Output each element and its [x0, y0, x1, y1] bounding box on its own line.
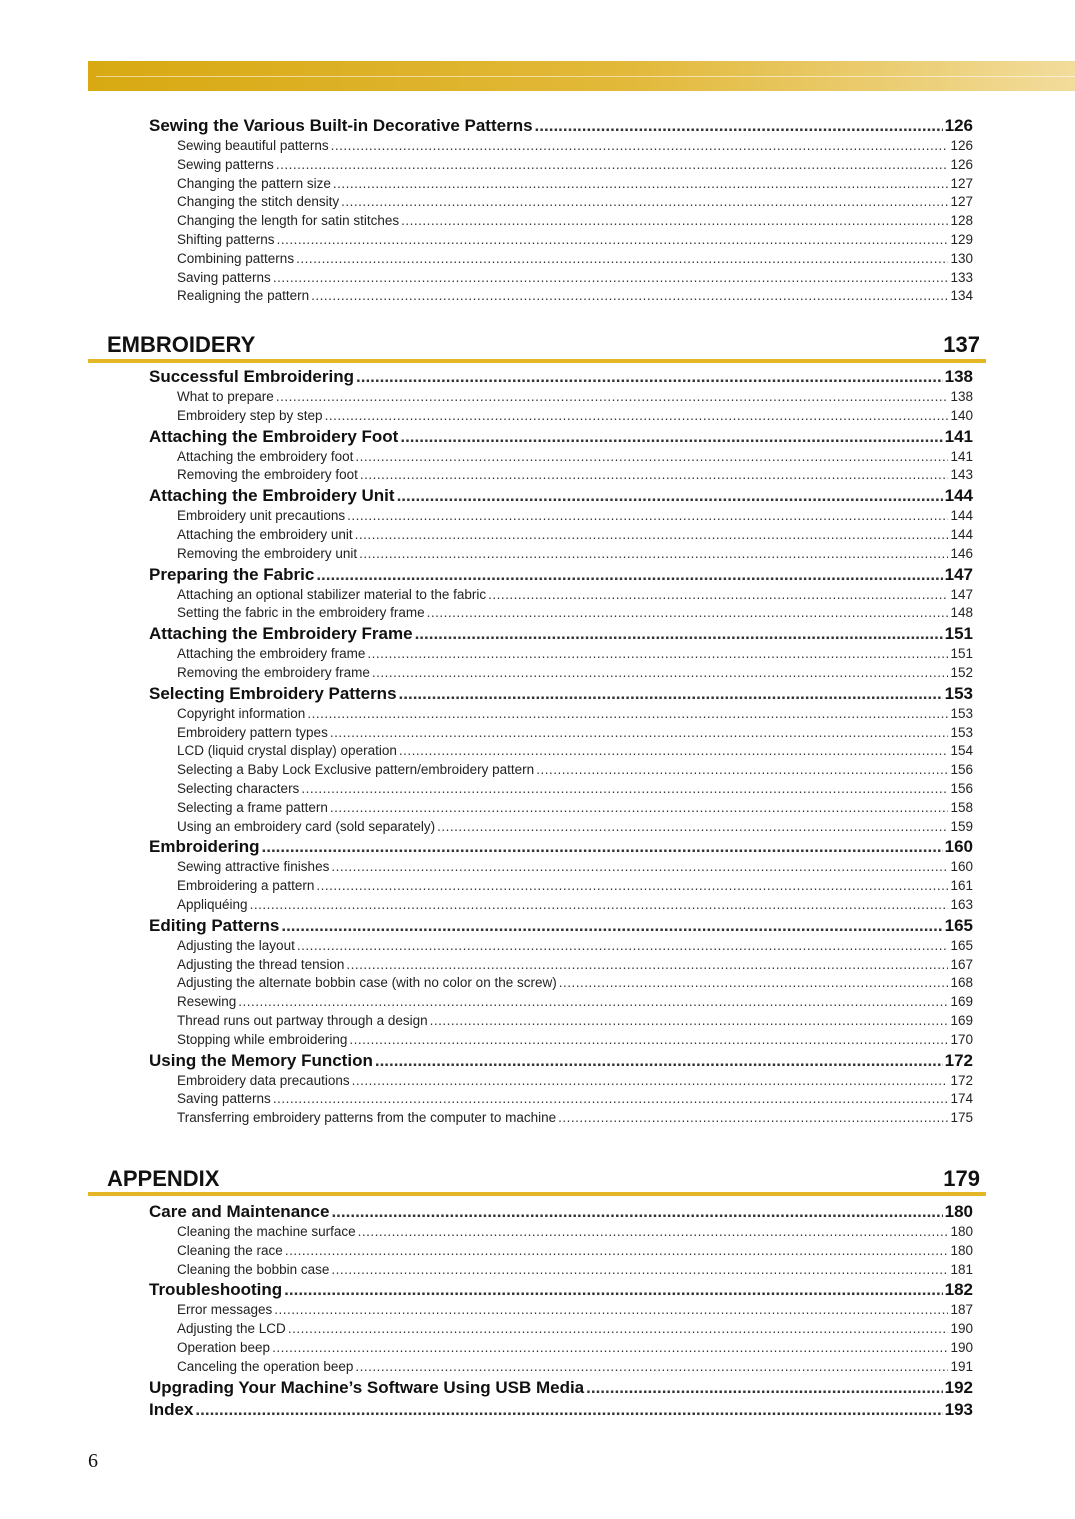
toc-entry-label: Selecting a Baby Lock Exclusive pattern/embroidery pattern	[177, 762, 535, 778]
toc-entry-page: 169	[950, 994, 973, 1010]
toc-entry-page: 127	[950, 194, 973, 210]
toc-subentry[interactable]	[177, 1340, 973, 1358]
toc-entry-label: Removing the embroidery foot	[177, 467, 358, 483]
toc-subentry[interactable]	[177, 781, 973, 799]
toc-subentry[interactable]	[177, 706, 973, 724]
toc-entry-page: 172	[950, 1072, 973, 1088]
toc-entry-page: 180	[950, 1242, 973, 1258]
toc-entry-page: 163	[950, 897, 973, 912]
toc-entry-label: Sewing patterns	[177, 156, 274, 172]
dot-leader	[397, 486, 943, 506]
toc-entry-label: Care and Maintenance	[149, 1202, 330, 1221]
toc-entry-page: 141	[944, 426, 973, 446]
dot-leader	[360, 467, 949, 482]
toc-entry-label: Removing the embroidery unit	[177, 545, 358, 561]
toc-subentry[interactable]	[177, 800, 973, 818]
dot-leader	[399, 684, 943, 704]
toc-heading-entry[interactable]	[149, 1400, 973, 1422]
page-number: 6	[88, 1450, 98, 1472]
toc-entry-label: Embroidery data precautions	[177, 1072, 350, 1088]
toc-subentry[interactable]	[177, 1224, 973, 1242]
toc-entry-page: 128	[950, 213, 973, 229]
toc-entry-label: Changing the stitch density	[177, 194, 340, 210]
toc-entry-page: 153	[944, 683, 973, 703]
dot-leader	[325, 408, 949, 423]
dot-leader	[358, 1224, 949, 1239]
toc-heading-entry[interactable]	[149, 684, 973, 706]
toc-entry-label: Shifting patterns	[177, 232, 275, 247]
toc-entry-label: Selecting Embroidery Patterns	[149, 683, 397, 703]
toc-entry-label: Using the Memory Function	[149, 1050, 373, 1070]
toc-subentry[interactable]	[177, 665, 973, 683]
toc-subentry[interactable]	[177, 176, 973, 194]
toc-entry-label: Removing the embroidery frame	[177, 665, 370, 680]
toc-entry-page: 154	[950, 743, 973, 759]
toc-heading-entry[interactable]	[149, 1280, 973, 1302]
toc-subentry[interactable]	[177, 213, 973, 231]
toc-entry-page: 181	[950, 1261, 973, 1277]
toc-entry-label: Resewing	[177, 994, 237, 1010]
toc-subentry[interactable]	[177, 449, 973, 467]
toc-heading-entry[interactable]	[149, 565, 973, 587]
toc-heading-entry[interactable]	[149, 916, 973, 938]
toc-entry-page: 168	[950, 975, 973, 991]
toc-subentry[interactable]	[177, 878, 973, 896]
toc-subentry[interactable]	[177, 389, 973, 407]
toc-entry-label: Embroidery step by step	[177, 407, 323, 423]
toc-entry-label: Attaching the Embroidery Frame	[149, 624, 413, 644]
dot-leader	[536, 762, 948, 777]
toc-entry-page: 193	[944, 1399, 973, 1419]
dot-leader	[437, 819, 948, 834]
toc-entry-label: Adjusting the LCD	[177, 1321, 286, 1337]
dot-leader	[400, 427, 942, 447]
dot-leader	[558, 1110, 948, 1125]
toc-subentry[interactable]	[177, 819, 973, 837]
toc-entry-label: Troubleshooting	[149, 1280, 283, 1300]
toc-entry-page: 126	[950, 156, 973, 172]
toc-entry-page: 141	[950, 448, 973, 464]
dot-leader	[281, 916, 942, 936]
toc-entry-label: Setting the fabric in the embroidery frame	[177, 605, 425, 621]
toc-heading-entry[interactable]	[149, 427, 973, 449]
dot-leader	[195, 1400, 942, 1420]
toc-subentry[interactable]	[177, 897, 973, 915]
toc-subentry[interactable]	[177, 646, 973, 664]
toc-entry-page: 187	[950, 1302, 973, 1318]
toc-entry-label: Sewing attractive finishes	[177, 859, 330, 875]
toc-heading-entry[interactable]	[149, 116, 973, 138]
toc-entry-page: 156	[950, 762, 973, 778]
dot-leader	[359, 546, 948, 561]
toc-subentry[interactable]	[177, 605, 973, 623]
toc-entry-page: 126	[950, 138, 973, 153]
dot-leader	[273, 270, 949, 285]
toc-entry-label: Sewing the Various Built-in Decorative Patterns	[149, 116, 533, 135]
toc-heading-entry[interactable]	[149, 624, 973, 646]
toc-subentry[interactable]	[177, 743, 973, 761]
dot-leader	[262, 837, 943, 857]
toc-entry-label: Upgrading Your Machine’s Software Using USB Media	[149, 1377, 585, 1397]
section-divider	[88, 359, 986, 363]
toc-entry-page: 144	[950, 527, 973, 542]
header-band-rule	[96, 76, 1075, 77]
toc-entry-label: Preparing the Fabric	[149, 564, 315, 584]
toc-entry-page: 190	[950, 1321, 973, 1337]
dot-leader	[331, 138, 949, 153]
dot-leader	[288, 1321, 949, 1336]
toc-heading-entry[interactable]	[149, 486, 973, 508]
toc-entry-page: 174	[950, 1091, 973, 1107]
toc-subentry[interactable]	[177, 194, 973, 212]
toc-entry-label: Cleaning the bobbin case	[177, 1261, 330, 1277]
dot-leader	[316, 878, 948, 893]
toc-subentry[interactable]	[177, 288, 973, 306]
toc-entry-label: Index	[149, 1399, 194, 1419]
toc-entry-label: What to prepare	[177, 389, 274, 404]
toc-entry-label: Attaching the embroidery foot	[177, 448, 354, 464]
dot-leader	[277, 232, 949, 247]
toc-entry-page: 143	[950, 467, 973, 483]
toc-entry-page: 138	[950, 389, 973, 404]
toc-entry-label: Attaching the embroidery unit	[177, 527, 353, 542]
toc-entry-page: 133	[950, 269, 973, 285]
toc-subentry[interactable]	[177, 408, 973, 426]
toc-entry-label: Operation beep	[177, 1340, 271, 1355]
toc-entry-label: Transferring embroidery patterns from the computer to machine	[177, 1110, 557, 1126]
toc-entry-page: 160	[950, 859, 973, 875]
dot-leader	[347, 508, 948, 523]
toc-entry-label: Stopping while embroidering	[177, 1031, 348, 1047]
dot-leader	[355, 527, 949, 542]
dot-leader	[311, 288, 948, 303]
toc-entry-page: 134	[950, 288, 973, 304]
dot-leader	[331, 1202, 942, 1222]
toc-entry-page: 167	[950, 956, 973, 972]
section-heading[interactable]	[107, 1160, 980, 1192]
toc-entry-page: 138	[944, 367, 973, 386]
toc-entry-label: Embroidery unit precautions	[177, 508, 346, 524]
section-page: 179	[943, 1166, 980, 1191]
dot-leader	[401, 213, 948, 228]
toc-entry-label: LCD (liquid crystal display) operation	[177, 743, 397, 759]
header-band	[88, 61, 1075, 91]
dot-leader	[415, 624, 943, 644]
dot-leader	[276, 389, 949, 404]
toc-entry-page: 159	[950, 818, 973, 834]
dot-leader	[330, 725, 949, 740]
section-title: APPENDIX	[107, 1166, 220, 1191]
dot-leader	[301, 781, 948, 796]
toc-entry-label: Successful Embroidering	[149, 367, 354, 386]
toc-entry-label: Changing the pattern size	[177, 175, 331, 191]
toc-entry-page: 126	[944, 116, 973, 135]
toc-heading-entry[interactable]	[149, 1051, 973, 1073]
toc-entry-page: 146	[950, 545, 973, 561]
dot-leader	[430, 1013, 949, 1028]
dot-leader	[297, 938, 949, 953]
toc-entry-label: Embroidery pattern types	[177, 724, 328, 740]
toc-entry-label: Adjusting the alternate bobbin case (with no color on the screw)	[177, 975, 557, 991]
toc-entry-page: 170	[950, 1031, 973, 1047]
section-divider	[88, 1192, 986, 1196]
toc-subentry[interactable]	[177, 1091, 973, 1109]
section-heading[interactable]	[107, 326, 980, 358]
dot-leader	[367, 646, 948, 661]
toc-subentry[interactable]	[177, 957, 973, 975]
toc-entry-label: Embroidering a pattern	[177, 878, 315, 894]
toc-heading-entry[interactable]	[149, 367, 973, 389]
dot-leader	[352, 1073, 949, 1088]
toc-entry-page: 127	[950, 175, 973, 191]
dot-leader	[331, 1262, 948, 1277]
toc-entry-page: 151	[950, 646, 973, 662]
dot-leader	[559, 975, 949, 990]
dot-leader	[427, 605, 949, 620]
toc-entry-page: 169	[950, 1013, 973, 1028]
toc-entry-label: Attaching the embroidery frame	[177, 646, 366, 662]
toc-entry-page: 153	[950, 705, 973, 721]
dot-leader	[330, 800, 949, 815]
toc-heading-entry[interactable]	[149, 837, 973, 859]
toc-subentry[interactable]	[177, 1243, 973, 1261]
toc-subentry[interactable]	[177, 546, 973, 564]
toc-subentry[interactable]	[177, 232, 973, 250]
toc-entry-page: 147	[950, 586, 973, 602]
toc-entry-label: Adjusting the layout	[177, 937, 295, 953]
dot-leader	[349, 1032, 948, 1047]
toc-entry-label: Copyright information	[177, 705, 306, 721]
toc-subentry[interactable]	[177, 1013, 973, 1031]
toc-entry-label: Thread runs out partway through a design	[177, 1013, 428, 1028]
section-title: EMBROIDERY	[107, 332, 256, 357]
toc-subentry[interactable]	[177, 1302, 973, 1320]
dot-leader	[285, 1243, 949, 1258]
toc-entry-label: Adjusting the thread tension	[177, 956, 345, 972]
toc-entry-page: 158	[950, 799, 973, 815]
toc-subentry[interactable]	[177, 1262, 973, 1280]
dot-leader	[399, 743, 949, 758]
toc-entry-page: 160	[944, 837, 973, 857]
toc-subentry[interactable]	[177, 859, 973, 877]
toc-entry-page: 165	[944, 915, 973, 935]
toc-subentry[interactable]	[177, 725, 973, 743]
toc-entry-page: 140	[950, 407, 973, 423]
toc-entry-page: 147	[944, 564, 973, 584]
toc-subentry[interactable]	[177, 138, 973, 156]
toc-subentry[interactable]	[177, 1073, 973, 1091]
dot-leader	[296, 251, 948, 266]
toc-entry-page: 180	[944, 1202, 973, 1221]
toc-entry-label: Selecting a frame pattern	[177, 799, 328, 815]
toc-entry-page: 180	[950, 1224, 973, 1239]
toc-entry-page: 144	[944, 486, 973, 506]
dot-leader	[355, 449, 948, 464]
toc-entry-page: 175	[950, 1110, 973, 1126]
dot-leader	[535, 116, 943, 136]
toc-entry-page: 148	[950, 605, 973, 621]
toc-subentry[interactable]	[177, 1032, 973, 1050]
toc-subentry[interactable]	[177, 762, 973, 780]
toc-subentry[interactable]	[177, 938, 973, 956]
dot-leader	[355, 1359, 948, 1374]
section-page: 137	[943, 332, 980, 357]
toc-subentry[interactable]	[177, 157, 973, 175]
toc-subentry[interactable]	[177, 270, 973, 288]
toc-entry-label: Cleaning the race	[177, 1242, 283, 1258]
dot-leader	[284, 1280, 942, 1300]
toc-entry-label: Realigning the pattern	[177, 288, 310, 304]
toc-entry-label: Attaching an optional stabilizer material to the fabric	[177, 586, 487, 602]
dot-leader	[250, 897, 949, 912]
toc-entry-label: Attaching the Embroidery Foot	[149, 426, 399, 446]
dot-leader	[586, 1378, 942, 1398]
toc-entry-label: Saving patterns	[177, 269, 271, 285]
dot-leader	[488, 587, 948, 602]
toc-subentry[interactable]	[177, 994, 973, 1012]
dot-leader	[331, 859, 948, 874]
toc-entry-label: Editing Patterns	[149, 915, 280, 935]
toc-entry-page: 190	[950, 1340, 973, 1355]
toc-subentry[interactable]	[177, 587, 973, 605]
dot-leader	[372, 665, 949, 680]
toc-entry-label: Cleaning the machine surface	[177, 1224, 356, 1239]
toc-entry-label: Embroidering	[149, 837, 260, 857]
toc-subentry[interactable]	[177, 508, 973, 526]
toc-subentry[interactable]	[177, 1321, 973, 1339]
toc-entry-label: Selecting characters	[177, 781, 300, 796]
dot-leader	[276, 157, 949, 172]
toc-entry-page: 144	[950, 508, 973, 524]
dot-leader	[238, 994, 948, 1009]
toc-entry-label: Error messages	[177, 1302, 273, 1318]
dot-leader	[316, 565, 942, 585]
dot-leader	[356, 367, 943, 387]
dot-leader	[272, 1340, 948, 1355]
toc-entry-label: Changing the length for satin stitches	[177, 213, 400, 229]
toc-entry-label: Appliquéing	[177, 897, 248, 912]
dot-leader	[333, 176, 949, 191]
toc-subentry[interactable]	[177, 251, 973, 269]
toc-subentry[interactable]	[177, 1110, 973, 1128]
toc-entry-label: Using an embroidery card (sold separately)	[177, 818, 436, 834]
toc-subentry[interactable]	[177, 975, 973, 993]
toc-subentry[interactable]	[177, 527, 973, 545]
dot-leader	[307, 706, 948, 721]
toc-entry-label: Saving patterns	[177, 1091, 271, 1107]
toc-entry-page: 130	[950, 250, 973, 266]
toc-entry-label: Attaching the Embroidery Unit	[149, 486, 395, 506]
toc-entry-page: 156	[950, 781, 973, 796]
toc-entry-page: 191	[950, 1358, 973, 1374]
toc-entry-page: 165	[950, 937, 973, 953]
toc-entry-page: 161	[950, 878, 973, 894]
toc-entry-page: 172	[944, 1050, 973, 1070]
toc-heading-entry[interactable]	[149, 1378, 973, 1400]
toc-subentry[interactable]	[177, 467, 973, 485]
toc-heading-entry[interactable]	[149, 1202, 973, 1224]
dot-leader	[346, 957, 948, 972]
dot-leader	[375, 1051, 943, 1071]
dot-leader	[274, 1302, 948, 1317]
toc-entry-label: Canceling the operation beep	[177, 1358, 354, 1374]
dot-leader	[341, 194, 948, 209]
toc-entry-page: 151	[944, 624, 973, 644]
toc-entry-page: 153	[950, 724, 973, 740]
dot-leader	[273, 1091, 949, 1106]
toc-entry-page: 192	[944, 1377, 973, 1397]
toc-entry-label: Combining patterns	[177, 250, 295, 266]
toc-entry-page: 152	[950, 665, 973, 680]
toc-entry-page: 129	[950, 232, 973, 247]
toc-subentry[interactable]	[177, 1359, 973, 1377]
toc-entry-page: 182	[944, 1280, 973, 1300]
toc-entry-label: Sewing beautiful patterns	[177, 138, 329, 153]
